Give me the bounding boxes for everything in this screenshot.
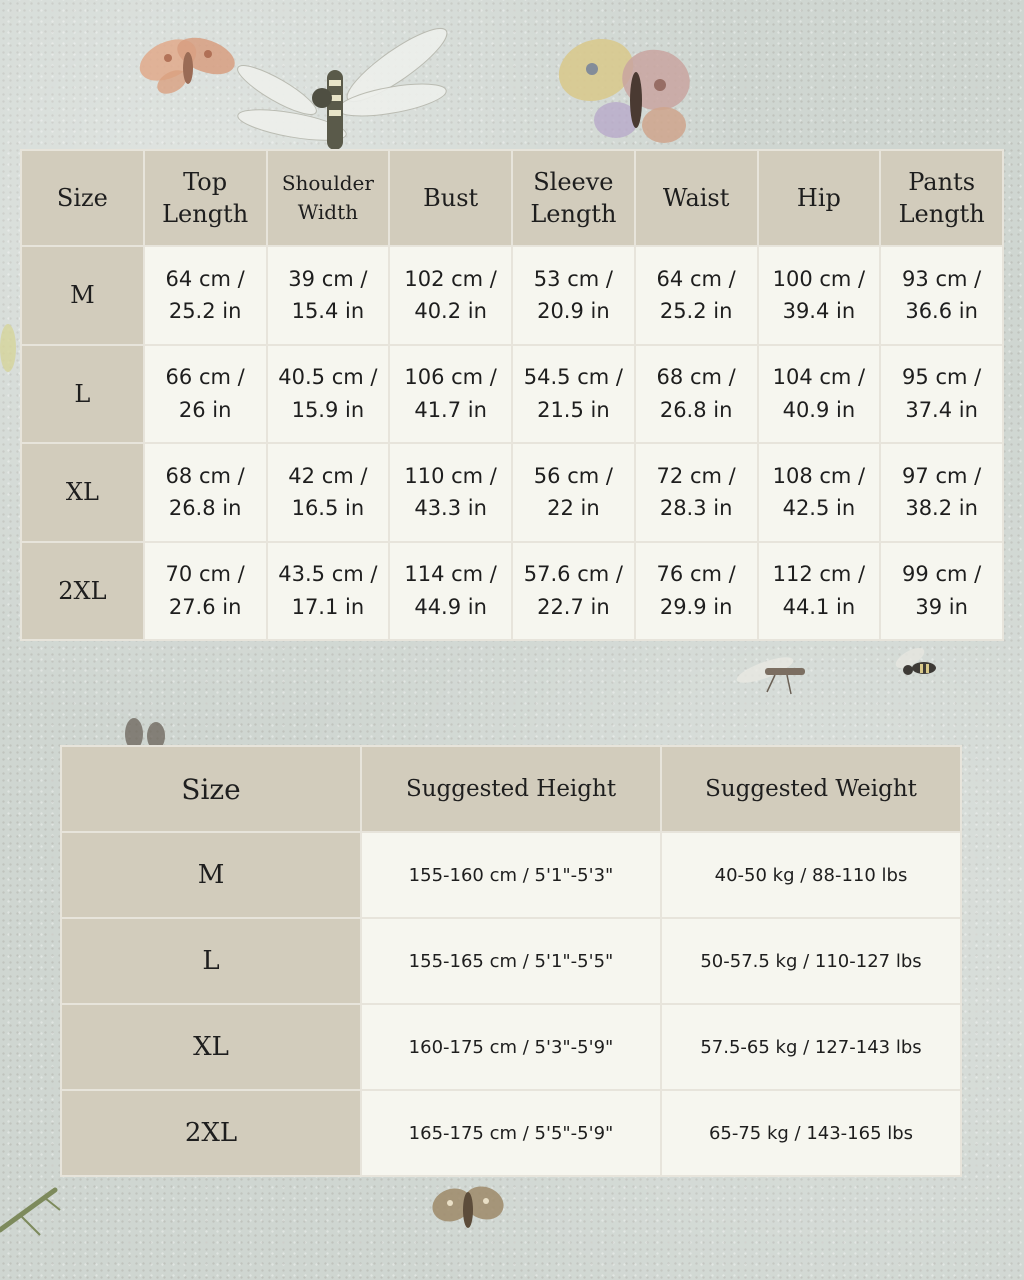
cell-inch: 40.2 in xyxy=(414,299,487,324)
measurement-header-row xyxy=(22,151,1002,245)
measurement-cell xyxy=(513,346,634,443)
cell-cm: 68 cm / xyxy=(165,463,245,488)
measurement-cell xyxy=(636,543,757,640)
cell-inch: 16.5 in xyxy=(291,496,365,521)
weight-cell: 40-50 kg / 88-110 lbs xyxy=(662,833,960,917)
cell-inch: 39 in xyxy=(915,594,968,619)
size-label: L xyxy=(62,919,360,1003)
size-label: M xyxy=(62,833,360,917)
cell-cm: 95 cm / xyxy=(902,365,982,390)
cell-cm: 114 cm / xyxy=(404,562,497,587)
header-sleeve-length xyxy=(513,151,634,245)
header-bust xyxy=(390,151,511,245)
weight-cell: 65-75 kg / 143-165 lbs xyxy=(662,1091,960,1175)
table-row xyxy=(62,1091,960,1175)
measurement-cell xyxy=(759,346,880,443)
cell-cm: 68 cm / xyxy=(656,365,736,390)
header-shoulder-width-line2: Width xyxy=(297,200,359,224)
header-size xyxy=(22,151,143,245)
cell-cm: 99 cm / xyxy=(902,562,982,587)
cell-inch: 22 in xyxy=(547,496,600,521)
table-row xyxy=(22,543,1002,640)
cell-inch: 21.5 in xyxy=(537,397,610,422)
header-sleeve-length-line2: Length xyxy=(530,200,617,228)
cell-inch: 28.3 in xyxy=(659,496,733,521)
measurement-cell xyxy=(636,346,757,443)
measurement-cell xyxy=(268,444,389,541)
measurement-table xyxy=(20,149,1004,641)
table-row xyxy=(62,919,960,1003)
measurement-cell xyxy=(145,444,266,541)
cell-inch: 26.8 in xyxy=(659,397,733,422)
cell-inch: 26 in xyxy=(178,397,232,422)
header-pants-length xyxy=(881,151,1002,245)
header-top-length xyxy=(145,151,266,245)
cell-cm: 76 cm / xyxy=(656,562,736,587)
cell-cm: 93 cm / xyxy=(902,266,982,291)
table-row xyxy=(22,444,1002,541)
dragonfly-illustration xyxy=(222,20,462,155)
cell-cm: 53 cm / xyxy=(533,266,613,291)
cell-cm: 106 cm / xyxy=(404,365,497,390)
cell-cm: 39 cm / xyxy=(288,266,368,291)
cell-inch: 25.2 in xyxy=(168,299,242,324)
cell-cm: 108 cm / xyxy=(772,463,866,488)
cell-inch: 26.8 in xyxy=(168,496,242,521)
header-shoulder-width-line1: Shoulder xyxy=(281,171,374,195)
table-row xyxy=(62,833,960,917)
header-size-label: Size xyxy=(56,183,108,212)
height-cell: 155-165 cm / 5'1"-5'5" xyxy=(362,919,660,1003)
cell-cm: 112 cm / xyxy=(772,562,866,587)
header-hip-label: Hip xyxy=(796,183,841,212)
insect-illustration xyxy=(725,640,820,700)
cell-cm: 54.5 cm / xyxy=(523,365,623,390)
size-label: M xyxy=(22,247,143,344)
fit-header-row xyxy=(62,747,960,831)
measurement-cell xyxy=(145,543,266,640)
cell-cm: 64 cm / xyxy=(165,266,245,291)
cell-inch: 44.9 in xyxy=(414,594,487,619)
cell-inch: 42.5 in xyxy=(782,496,856,521)
cell-cm: 64 cm / xyxy=(656,266,736,291)
size-label: 2XL xyxy=(62,1091,360,1175)
measurement-cell xyxy=(268,247,389,344)
header-top-length-line2: Length xyxy=(162,200,249,228)
table-row xyxy=(22,346,1002,443)
size-label: XL xyxy=(22,444,143,541)
measurement-cell xyxy=(513,247,634,344)
butterfly-illustration xyxy=(556,25,706,155)
measurement-cell xyxy=(759,444,880,541)
height-cell: 160-175 cm / 5'3"-5'9" xyxy=(362,1005,660,1089)
table-row xyxy=(22,247,1002,344)
weight-cell: 50-57.5 kg / 110-127 lbs xyxy=(662,919,960,1003)
cell-inch: 15.4 in xyxy=(291,299,365,324)
cell-inch: 44.1 in xyxy=(782,594,856,619)
header-sleeve-length-line1: Sleeve xyxy=(533,167,614,196)
measurement-cell xyxy=(145,346,266,443)
measurement-cell xyxy=(513,444,634,541)
cell-cm: 100 cm / xyxy=(772,266,866,291)
cell-inch: 29.9 in xyxy=(659,594,733,619)
cell-inch: 20.9 in xyxy=(537,299,610,324)
size-label: 2XL xyxy=(22,543,143,640)
beetle-illustration xyxy=(112,712,182,748)
cell-cm: 42 cm / xyxy=(288,463,368,488)
cell-cm: 43.5 cm / xyxy=(278,562,378,587)
measurement-cell xyxy=(513,543,634,640)
cell-inch: 36.6 in xyxy=(905,299,978,324)
cell-cm: 102 cm / xyxy=(404,266,497,291)
measurement-cell xyxy=(759,543,880,640)
header-top-length-line1: Top xyxy=(183,167,228,196)
size-label: XL xyxy=(62,1005,360,1089)
header-hip xyxy=(759,151,880,245)
header-waist-label: Waist xyxy=(662,183,730,212)
cell-inch: 17.1 in xyxy=(291,594,365,619)
header-bust-label: Bust xyxy=(423,183,479,212)
cell-inch: 38.2 in xyxy=(905,496,978,521)
cell-cm: 72 cm / xyxy=(656,463,736,488)
measurement-cell xyxy=(636,247,757,344)
header-shoulder-width xyxy=(268,151,389,245)
header-suggested-height: Suggested Height xyxy=(362,747,660,831)
cell-cm: 57.6 cm / xyxy=(523,562,623,587)
cell-cm: 97 cm / xyxy=(902,463,982,488)
measurement-cell xyxy=(145,247,266,344)
moth-illustration xyxy=(132,20,242,110)
measurement-cell xyxy=(881,247,1002,344)
measurement-cell xyxy=(268,543,389,640)
measurement-cell xyxy=(390,543,511,640)
measurement-cell xyxy=(759,247,880,344)
cell-inch: 22.7 in xyxy=(537,594,610,619)
cell-cm: 66 cm / xyxy=(165,365,245,390)
measurement-cell xyxy=(636,444,757,541)
cell-inch: 43.3 in xyxy=(414,496,487,521)
grasshopper-illustration xyxy=(0,1170,70,1240)
fit-guide-table xyxy=(60,745,962,1177)
header-suggested-weight: Suggested Weight xyxy=(662,747,960,831)
header-size: Size xyxy=(62,747,360,831)
measurement-cell xyxy=(390,247,511,344)
cell-cm: 40.5 cm / xyxy=(278,365,378,390)
cell-cm: 70 cm / xyxy=(165,562,245,587)
header-pants-length-line2: Length xyxy=(898,200,985,228)
header-waist xyxy=(636,151,757,245)
header-pants-length-line1: Pants xyxy=(908,167,976,196)
measurement-cell xyxy=(881,543,1002,640)
cell-inch: 41.7 in xyxy=(414,397,487,422)
cell-inch: 40.9 in xyxy=(782,397,856,422)
measurement-cell xyxy=(390,346,511,443)
wasp-illustration xyxy=(888,640,948,690)
measurement-cell xyxy=(390,444,511,541)
moth-bottom-illustration xyxy=(430,1175,505,1245)
weight-cell: 57.5-65 kg / 127-143 lbs xyxy=(662,1005,960,1089)
table-row xyxy=(62,1005,960,1089)
cell-inch: 37.4 in xyxy=(905,397,978,422)
height-cell: 155-160 cm / 5'1"-5'3" xyxy=(362,833,660,917)
cell-cm: 110 cm / xyxy=(404,463,497,488)
cell-inch: 15.9 in xyxy=(291,397,365,422)
measurement-cell xyxy=(881,444,1002,541)
cell-inch: 39.4 in xyxy=(782,299,856,324)
cell-cm: 56 cm / xyxy=(533,463,613,488)
cell-cm: 104 cm / xyxy=(772,365,866,390)
cell-inch: 27.6 in xyxy=(168,594,242,619)
measurement-cell xyxy=(268,346,389,443)
measurement-cell xyxy=(881,346,1002,443)
cell-inch: 25.2 in xyxy=(659,299,733,324)
size-label: L xyxy=(22,346,143,443)
height-cell: 165-175 cm / 5'5"-5'9" xyxy=(362,1091,660,1175)
